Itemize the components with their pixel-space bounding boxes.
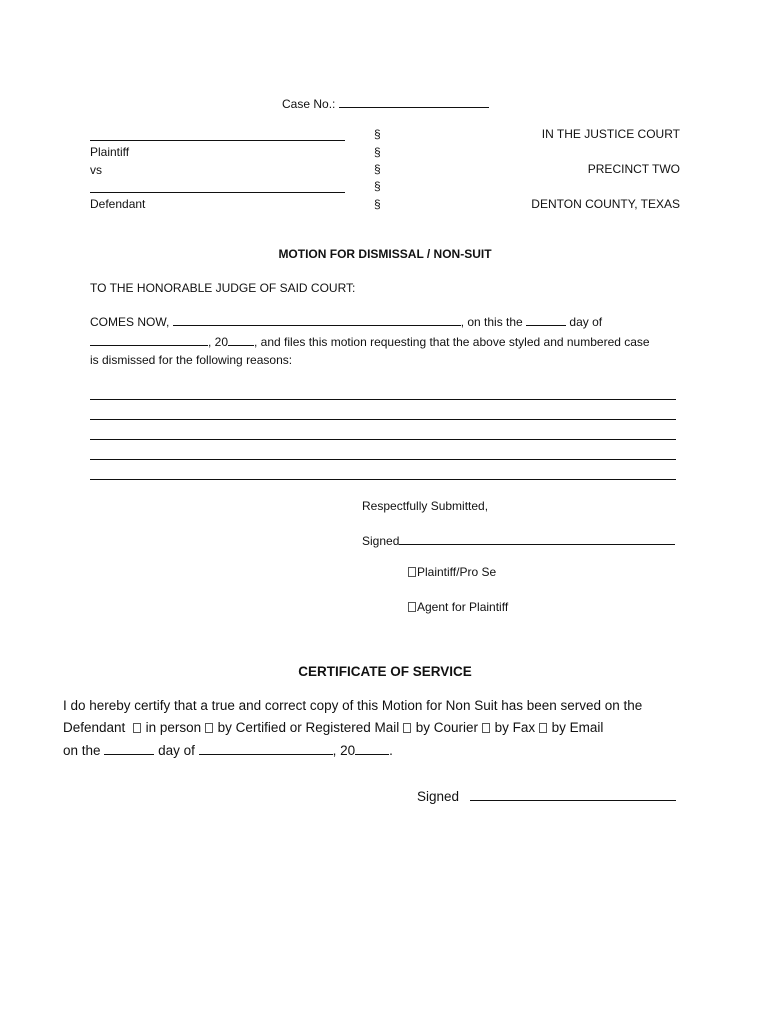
- case-number-field[interactable]: [339, 95, 489, 108]
- section-symbol: §: [374, 162, 381, 176]
- service-month-field[interactable]: [199, 742, 333, 755]
- signature-field[interactable]: [399, 532, 675, 545]
- defendant-label: Defendant: [90, 197, 146, 211]
- courier-checkbox[interactable]: [403, 723, 411, 733]
- service-period: .: [389, 743, 393, 758]
- court-county: DENTON COUNTY, TEXAS: [531, 197, 680, 211]
- email-label: by Email: [551, 720, 604, 735]
- defendant-name-field[interactable]: [90, 192, 345, 193]
- service-date-row: [63, 742, 393, 758]
- defendant-text: Defendant: [63, 720, 126, 735]
- agent-for-plaintiff-option[interactable]: [408, 600, 508, 614]
- plaintiff-pro-se-label: Plaintiff/Pro Se: [417, 565, 497, 579]
- and-files-text: , and files this motion requesting that the above styled and numbered case: [254, 335, 650, 349]
- service-comma-20-text: , 20: [332, 743, 356, 758]
- comes-now-text: COMES NOW,: [90, 315, 170, 329]
- plaintiff-pro-se-option[interactable]: [408, 565, 496, 579]
- motion-title: MOTION FOR DISMISSAL / NON-SUIT: [278, 247, 492, 261]
- respectfully-submitted: Respectfully Submitted,: [362, 499, 489, 513]
- reason-line[interactable]: [90, 459, 676, 460]
- signed-row: [362, 532, 675, 548]
- movant-name-field[interactable]: [173, 313, 461, 326]
- reason-line[interactable]: [90, 399, 676, 400]
- court-precinct: PRECINCT TWO: [587, 162, 680, 176]
- signed-label: Signed: [362, 534, 400, 548]
- fax-checkbox[interactable]: [482, 723, 490, 733]
- section-symbol: §: [374, 197, 381, 211]
- reason-line[interactable]: [90, 439, 676, 440]
- in-person-label: in person: [145, 720, 202, 735]
- service-year-field[interactable]: [355, 742, 389, 755]
- section-symbol: §: [374, 145, 381, 159]
- agent-for-plaintiff-checkbox[interactable]: [408, 602, 416, 612]
- section-symbol: §: [374, 179, 381, 193]
- day-field[interactable]: [526, 313, 566, 326]
- service-method-row: [63, 720, 603, 735]
- plaintiff-pro-se-checkbox[interactable]: [408, 567, 416, 577]
- year-field[interactable]: [228, 333, 254, 346]
- on-the-text: on the: [63, 743, 101, 758]
- on-this-the-text: , on this the: [460, 315, 523, 329]
- fax-label: by Fax: [494, 720, 536, 735]
- court-name: IN THE JUSTICE COURT: [541, 127, 680, 141]
- reason-line[interactable]: [90, 479, 676, 480]
- certified-mail-checkbox[interactable]: [205, 723, 213, 733]
- case-number-label: Case No.:: [282, 97, 336, 111]
- dismissed-reason-text: is dismissed for the following reasons:: [90, 353, 293, 367]
- date-files-line: [90, 333, 650, 349]
- certificate-line1: I do hereby certify that a true and correct copy of this Motion for Non Suit has been served on the: [63, 698, 643, 713]
- day-of-text: day of: [569, 315, 603, 329]
- certificate-signature-field[interactable]: [470, 788, 676, 801]
- in-person-checkbox[interactable]: [133, 723, 141, 733]
- plaintiff-name-field[interactable]: [90, 140, 345, 141]
- service-day-of-text: day of: [158, 743, 195, 758]
- courier-label: by Courier: [415, 720, 479, 735]
- month-field[interactable]: [90, 333, 208, 346]
- plaintiff-label: Plaintiff: [90, 145, 130, 159]
- salutation: TO THE HONORABLE JUDGE OF SAID COURT:: [90, 281, 356, 295]
- comes-now-line: [90, 313, 602, 329]
- section-symbol: §: [374, 127, 381, 141]
- vs-label: vs: [90, 163, 102, 177]
- reason-line[interactable]: [90, 419, 676, 420]
- case-number-row: [282, 95, 489, 111]
- agent-for-plaintiff-label: Agent for Plaintiff: [417, 600, 509, 614]
- certified-mail-label: by Certified or Registered Mail: [217, 720, 400, 735]
- comma-20-text: , 20: [208, 335, 229, 349]
- certificate-title: CERTIFICATE OF SERVICE: [298, 664, 472, 679]
- certificate-signed-row: [417, 788, 676, 804]
- service-day-field[interactable]: [104, 742, 154, 755]
- email-checkbox[interactable]: [539, 723, 547, 733]
- certificate-signed-label: Signed: [417, 789, 460, 804]
